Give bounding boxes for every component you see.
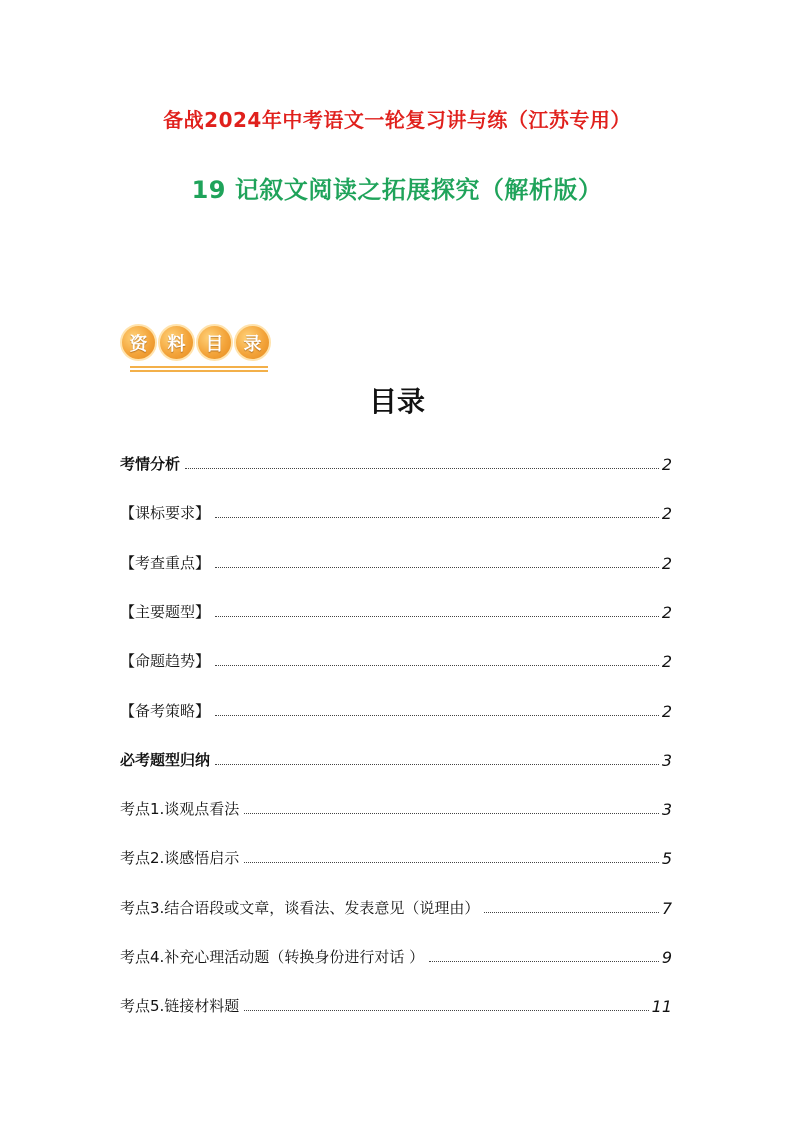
toc-leader-dots xyxy=(429,960,659,962)
toc-entry[interactable] xyxy=(120,641,672,671)
toc-entry-label: 【主要题型】 xyxy=(120,602,211,621)
toc-entry-page: 2 xyxy=(661,553,672,573)
toc-leader-dots xyxy=(244,861,659,863)
toc-entry-page: 9 xyxy=(661,948,672,967)
toc-entry[interactable] xyxy=(120,691,672,721)
toc-leader-dots xyxy=(244,812,659,814)
toc-entry[interactable] xyxy=(120,543,672,573)
toc-entry-page: 2 xyxy=(661,455,672,474)
toc-entry-page: 3 xyxy=(661,800,672,820)
toc-leader-dots xyxy=(215,664,659,666)
document-title: 备战2024年中考语文一轮复习讲与练（江苏专用） xyxy=(163,108,631,132)
toc-leader-dots xyxy=(215,714,659,716)
document-subtitle: 19 记叙文阅读之拓展探究（解析版） xyxy=(191,176,603,204)
toc-leader-dots xyxy=(215,566,659,568)
badge-circles xyxy=(120,324,276,361)
toc-entry[interactable] xyxy=(120,789,672,819)
toc-entry-label: 【课标要求】 xyxy=(120,504,211,523)
toc-entry-label: 考情分析 xyxy=(120,455,181,473)
badge-char-1: 资 xyxy=(120,324,157,361)
toc-leader-dots xyxy=(215,763,659,765)
toc-entry-label: 考点1.谈观点看法 xyxy=(120,800,240,819)
badge-char-3: 目 xyxy=(196,324,233,361)
toc-entry-label: 【命题趋势】 xyxy=(120,652,211,671)
toc-entry[interactable] xyxy=(120,592,672,622)
toc-entry-page: 11 xyxy=(651,997,672,1017)
toc-entry-label: 必考题型归纳 xyxy=(120,750,211,769)
badge-char-2: 料 xyxy=(158,324,195,361)
toc-leader-dots xyxy=(215,516,659,518)
toc-entry[interactable] xyxy=(120,986,672,1016)
toc-entry-label: 【备考策略】 xyxy=(120,701,211,720)
toc-entry-label: 【考查重点】 xyxy=(120,553,211,572)
toc-entry-label: 考点4.补充心理活动题（转换身份进行对话 ） xyxy=(120,948,425,966)
toc-leader-dots xyxy=(484,911,658,913)
toc-heading: 目录 xyxy=(368,385,425,418)
toc-entry[interactable] xyxy=(120,493,672,523)
badge-underline xyxy=(130,366,268,368)
badge-char-4: 录 xyxy=(234,324,271,361)
toc-entry-page: 3 xyxy=(661,750,672,770)
toc-entry-label: 考点5.链接材料题 xyxy=(120,997,240,1016)
toc-entry-label: 考点3.结合语段或文章，谈看法、发表意见（说理由） xyxy=(120,898,480,917)
toc-entry[interactable] xyxy=(120,838,672,868)
badge-underline-2 xyxy=(130,370,268,372)
toc-entry[interactable] xyxy=(120,888,672,918)
toc-entry[interactable] xyxy=(120,937,672,967)
toc-badge xyxy=(120,316,276,368)
toc-entry-page: 2 xyxy=(661,652,672,672)
toc-leader-dots xyxy=(185,467,659,469)
toc-entry[interactable] xyxy=(120,444,672,474)
toc-entry-page: 7 xyxy=(661,898,672,918)
toc-entry-page: 2 xyxy=(661,602,672,622)
toc-entry-page: 2 xyxy=(661,504,672,524)
toc-entry[interactable] xyxy=(120,740,672,770)
toc-entry-page: 2 xyxy=(661,701,672,721)
toc-leader-dots xyxy=(244,1009,648,1011)
toc-leader-dots xyxy=(215,615,659,617)
toc-entry-page: 5 xyxy=(661,849,672,869)
toc-entry-label: 考点2.谈感悟启示 xyxy=(120,849,240,868)
